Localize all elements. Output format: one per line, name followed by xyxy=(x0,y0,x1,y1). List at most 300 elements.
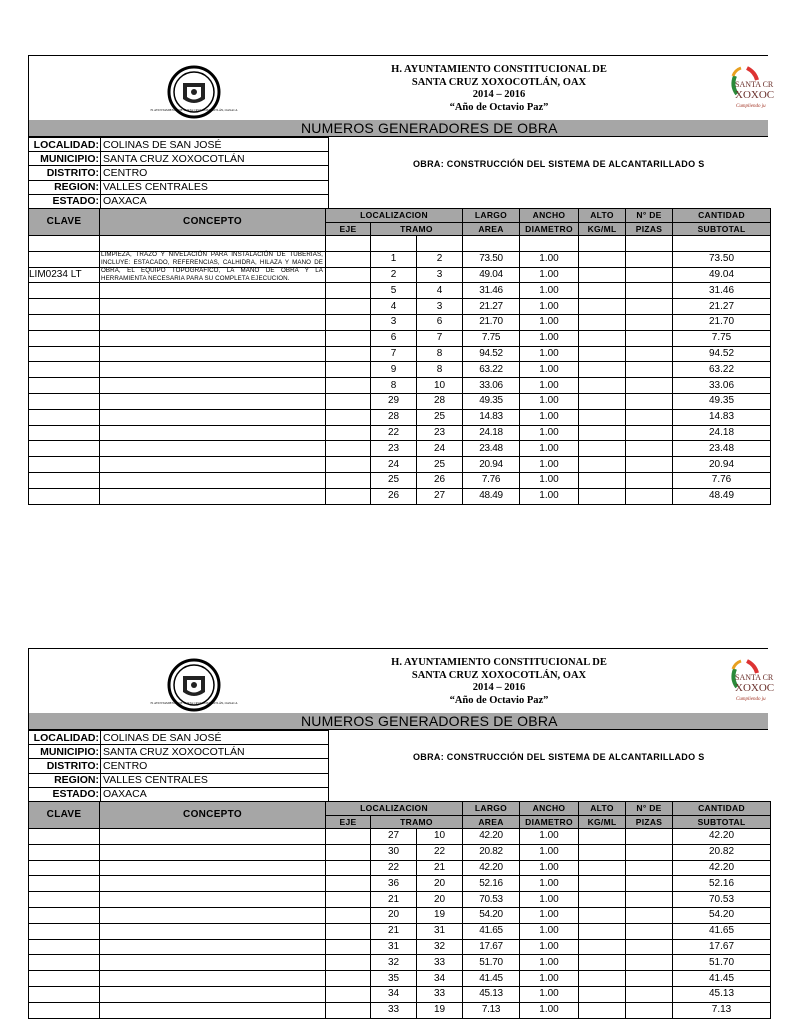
letterhead-line-1: H. AYUNTAMIENTO CONSTITUCIONAL DE xyxy=(391,64,607,75)
pizas-cell xyxy=(626,299,673,315)
tramo-from-cell: 36 xyxy=(371,876,417,892)
eje-cell xyxy=(326,283,371,299)
area-cell: 20.94 xyxy=(463,457,520,473)
tramo-to-cell: 6 xyxy=(417,314,463,330)
col-tramo: TRAMO xyxy=(371,815,463,829)
table-row xyxy=(29,1002,771,1018)
concepto-cell xyxy=(100,409,326,425)
tramo-from-cell: 6 xyxy=(371,330,417,346)
pizas-cell xyxy=(626,860,673,876)
diametro-cell: 1.00 xyxy=(520,1002,579,1018)
letterhead-line-2: SANTA CRUZ XOXOCOTLÁN, OAX xyxy=(411,669,587,681)
area-cell: 42.20 xyxy=(463,860,520,876)
letterhead-line-4: “Año de Octavio Paz” xyxy=(449,101,549,113)
table-row xyxy=(29,488,771,504)
clave-cell xyxy=(29,829,100,845)
letterhead-line-4: “Año de Octavio Paz” xyxy=(449,694,549,706)
subtotal-cell: 70.53 xyxy=(673,892,771,908)
diametro-cell: 1.00 xyxy=(520,472,579,488)
eje-cell xyxy=(326,844,371,860)
col-pizas: PIZAS xyxy=(626,222,673,236)
pizas-cell xyxy=(626,393,673,409)
area-cell: 52.16 xyxy=(463,876,520,892)
eje-cell xyxy=(326,923,371,939)
col-alto: ALTO xyxy=(579,209,626,223)
table-row xyxy=(29,971,771,987)
info-value: OAXACA xyxy=(101,787,329,801)
col-diametro: DIAMETRO xyxy=(520,815,579,829)
concepto-cell xyxy=(100,986,326,1002)
subtotal-cell: 54.20 xyxy=(673,907,771,923)
clave-cell xyxy=(29,283,100,299)
diametro-cell: 1.00 xyxy=(520,844,579,860)
letterhead-line-2: SANTA CRUZ XOXOCOTLÁN, OAX xyxy=(411,76,587,88)
diametro-cell: 1.00 xyxy=(520,441,579,457)
letterhead-text xyxy=(369,64,629,114)
eje-cell xyxy=(326,907,371,923)
kgml-cell xyxy=(579,425,626,441)
subtotal-cell: 14.83 xyxy=(673,409,771,425)
kgml-cell xyxy=(579,362,626,378)
col-no-de: N° DE xyxy=(626,802,673,816)
col-ancho: ANCHO xyxy=(520,209,579,223)
table-row xyxy=(29,892,771,908)
diametro-cell: 1.00 xyxy=(520,971,579,987)
table-row xyxy=(29,267,771,283)
area-cell: 17.67 xyxy=(463,939,520,955)
tramo-to-cell: 20 xyxy=(417,892,463,908)
area-cell: 7.76 xyxy=(463,472,520,488)
table-row xyxy=(29,939,771,955)
eje-cell xyxy=(326,472,371,488)
table-row xyxy=(29,876,771,892)
tramo-from-cell: 29 xyxy=(371,393,417,409)
pizas-cell xyxy=(626,986,673,1002)
tramo-from-cell: 9 xyxy=(371,362,417,378)
table-row xyxy=(29,441,771,457)
tramo-to-cell: 23 xyxy=(417,425,463,441)
tramo-from-cell: 23 xyxy=(371,441,417,457)
clave-cell xyxy=(29,488,100,504)
concepto-description: LIMPIEZA, TRAZO Y NIVELACIÓN PARA INSTALACIÓN DE TUBERIAS, INCLUYE: ESTACADO, REFERENCIAS, CALHIDRA, HILAZA Y MANO DE OBRA, EL EQUIPO TOPOGRAFICO, LA MANO DE OBRA Y LA HERRAMIENTA NECESARIA PARA SU COMPLETA EJECUCION. xyxy=(101,250,323,282)
clave-cell xyxy=(29,441,100,457)
table-row xyxy=(29,425,771,441)
kgml-cell xyxy=(579,923,626,939)
pizas-cell xyxy=(626,472,673,488)
col-cantidad: CANTIDAD xyxy=(673,802,771,816)
pizas-cell xyxy=(626,907,673,923)
pizas-cell xyxy=(626,829,673,845)
col-kgml: KG/ML xyxy=(579,222,626,236)
eje-cell xyxy=(326,346,371,362)
table-row xyxy=(29,472,771,488)
clave-cell xyxy=(29,457,100,473)
diametro-cell: 1.00 xyxy=(520,346,579,362)
area-cell: 31.46 xyxy=(463,283,520,299)
location-info xyxy=(28,730,768,801)
clave-cell xyxy=(29,923,100,939)
kgml-cell xyxy=(579,409,626,425)
concepto-cell xyxy=(100,299,326,315)
kgml-cell xyxy=(579,330,626,346)
area-cell: 21.27 xyxy=(463,299,520,315)
info-label: MUNICIPIO: xyxy=(29,745,101,759)
logo-tagline: Cumpliendo ju xyxy=(736,104,766,109)
pizas-cell xyxy=(626,939,673,955)
table-row xyxy=(29,923,771,939)
tramo-to-cell: 34 xyxy=(417,971,463,987)
info-label: REGION: xyxy=(29,773,101,787)
subtotal-cell: 51.70 xyxy=(673,955,771,971)
tramo-to-cell: 4 xyxy=(417,283,463,299)
concepto-cell xyxy=(100,955,326,971)
subtotal-cell: 52.16 xyxy=(673,876,771,892)
letterhead xyxy=(28,55,775,120)
tramo-from-cell: 32 xyxy=(371,955,417,971)
clave-cell xyxy=(29,330,100,346)
tramo-from-cell: 24 xyxy=(371,457,417,473)
concepto-cell xyxy=(100,876,326,892)
info-label: ESTADO: xyxy=(29,787,101,801)
kgml-cell xyxy=(579,441,626,457)
sheet-title: NUMEROS GENERADORES DE OBRA xyxy=(28,713,768,730)
info-value: VALLES CENTRALES xyxy=(101,773,329,787)
tramo-to-cell: 25 xyxy=(417,457,463,473)
area-cell: 94.52 xyxy=(463,346,520,362)
clave-cell xyxy=(29,314,100,330)
diametro-cell: 1.00 xyxy=(520,314,579,330)
pizas-cell xyxy=(626,955,673,971)
kgml-cell xyxy=(579,457,626,473)
diametro-cell: 1.00 xyxy=(520,267,579,283)
col-pizas: PIZAS xyxy=(626,815,673,829)
area-cell: 14.83 xyxy=(463,409,520,425)
pizas-cell xyxy=(626,844,673,860)
eje-cell xyxy=(326,393,371,409)
tramo-to-cell: 28 xyxy=(417,393,463,409)
area-cell: 7.75 xyxy=(463,330,520,346)
diametro-cell: 1.00 xyxy=(520,393,579,409)
tramo-from-cell: 27 xyxy=(371,829,417,845)
subtotal-cell: 45.13 xyxy=(673,986,771,1002)
eje-cell xyxy=(326,1002,371,1018)
tramo-from-cell: 34 xyxy=(371,986,417,1002)
diametro-cell: 1.00 xyxy=(520,283,579,299)
tramo-to-cell: 25 xyxy=(417,409,463,425)
sheet-page-1 xyxy=(28,55,775,505)
clave-cell xyxy=(29,472,100,488)
concepto-cell xyxy=(100,923,326,939)
col-ancho: ANCHO xyxy=(520,802,579,816)
concepto-cell xyxy=(100,971,326,987)
table-row xyxy=(29,457,771,473)
pizas-cell xyxy=(626,892,673,908)
kgml-cell xyxy=(579,939,626,955)
tramo-from-cell: 30 xyxy=(371,844,417,860)
col-eje: EJE xyxy=(326,815,371,829)
diametro-cell: 1.00 xyxy=(520,362,579,378)
concepto-cell xyxy=(100,1002,326,1018)
municipality-logo xyxy=(725,657,795,709)
eje-cell xyxy=(326,330,371,346)
kgml-cell xyxy=(579,986,626,1002)
concepto-cell xyxy=(100,860,326,876)
eje-cell xyxy=(326,409,371,425)
eje-cell xyxy=(326,986,371,1002)
subtotal-cell: 42.20 xyxy=(673,829,771,845)
concepto-cell xyxy=(100,939,326,955)
info-label: MUNICIPIO: xyxy=(29,152,101,166)
kgml-cell xyxy=(579,472,626,488)
area-cell: 24.18 xyxy=(463,425,520,441)
col-no-de: N° DE xyxy=(626,209,673,223)
eje-cell xyxy=(326,362,371,378)
eje-cell xyxy=(326,488,371,504)
sheet-title: NUMEROS GENERADORES DE OBRA xyxy=(28,120,768,137)
tramo-to-cell: 10 xyxy=(417,829,463,845)
subtotal-cell: 49.04 xyxy=(673,267,771,283)
tramo-to-cell: 8 xyxy=(417,362,463,378)
kgml-cell xyxy=(579,971,626,987)
col-alto: ALTO xyxy=(579,802,626,816)
letterhead-text xyxy=(369,657,629,707)
pizas-cell xyxy=(626,488,673,504)
tramo-to-cell: 21 xyxy=(417,860,463,876)
tramo-from-cell: 21 xyxy=(371,892,417,908)
table-row xyxy=(29,283,771,299)
subtotal-cell: 20.82 xyxy=(673,844,771,860)
info-value: COLINAS DE SAN JOSÉ xyxy=(101,138,329,152)
sheet-page-2 xyxy=(28,648,775,1019)
diametro-cell: 1.00 xyxy=(520,892,579,908)
pizas-cell xyxy=(626,971,673,987)
pizas-cell xyxy=(626,346,673,362)
pizas-cell xyxy=(626,457,673,473)
concepto-cell xyxy=(100,472,326,488)
tramo-to-cell: 33 xyxy=(417,986,463,1002)
tramo-to-cell: 8 xyxy=(417,346,463,362)
pizas-cell xyxy=(626,409,673,425)
concepto-cell xyxy=(100,283,326,299)
area-cell: 20.82 xyxy=(463,844,520,860)
col-kgml: KG/ML xyxy=(579,815,626,829)
tramo-from-cell: 8 xyxy=(371,378,417,394)
tramo-to-cell: 20 xyxy=(417,876,463,892)
subtotal-cell: 21.27 xyxy=(673,299,771,315)
col-localizacion: LOCALIZACION xyxy=(326,209,463,223)
info-label: DISTRITO: xyxy=(29,166,101,180)
pizas-cell xyxy=(626,923,673,939)
table-row xyxy=(29,330,771,346)
pizas-cell xyxy=(626,1002,673,1018)
clave-cell xyxy=(29,986,100,1002)
table-row xyxy=(29,362,771,378)
info-value: VALLES CENTRALES xyxy=(101,180,329,194)
kgml-cell xyxy=(579,860,626,876)
diametro-cell: 1.00 xyxy=(520,876,579,892)
table-row xyxy=(29,860,771,876)
col-eje: EJE xyxy=(326,222,371,236)
diametro-cell: 1.00 xyxy=(520,378,579,394)
tramo-to-cell: 26 xyxy=(417,472,463,488)
seal-caption: H. AYUNTAMIENTO DE SANTA CRUZ XOXOCOTLÁN, OAXACA xyxy=(150,108,238,112)
col-diametro: DIAMETRO xyxy=(520,222,579,236)
kgml-cell xyxy=(579,378,626,394)
location-info xyxy=(28,137,768,208)
clave-cell xyxy=(29,1002,100,1018)
tramo-from-cell: 3 xyxy=(371,314,417,330)
tramo-from-cell: 2 xyxy=(371,267,417,283)
pizas-cell xyxy=(626,251,673,267)
kgml-cell xyxy=(579,299,626,315)
municipality-logo xyxy=(725,64,795,116)
tramo-from-cell: 35 xyxy=(371,971,417,987)
kgml-cell xyxy=(579,876,626,892)
col-localizacion: LOCALIZACION xyxy=(326,802,463,816)
eje-cell xyxy=(326,314,371,330)
area-cell: 42.20 xyxy=(463,829,520,845)
clave-cell xyxy=(29,955,100,971)
clave-cell xyxy=(29,844,100,860)
subtotal-cell: 33.06 xyxy=(673,378,771,394)
diametro-cell: 1.00 xyxy=(520,923,579,939)
subtotal-cell: 7.13 xyxy=(673,1002,771,1018)
kgml-cell xyxy=(579,829,626,845)
tramo-from-cell: 28 xyxy=(371,409,417,425)
clave-cell xyxy=(29,409,100,425)
logo-text-main: XOXOC xyxy=(735,682,775,694)
col-clave: CLAVE xyxy=(29,209,100,236)
kgml-cell xyxy=(579,267,626,283)
eje-cell xyxy=(326,829,371,845)
obra-description: OBRA: CONSTRUCCIÓN DEL SISTEMA DE ALCANTARILLADO S xyxy=(413,159,705,169)
obra-description: OBRA: CONSTRUCCIÓN DEL SISTEMA DE ALCANTARILLADO S xyxy=(413,752,705,762)
tramo-to-cell: 3 xyxy=(417,299,463,315)
tramo-from-cell: 21 xyxy=(371,923,417,939)
clave-cell xyxy=(29,378,100,394)
tramo-to-cell: 33 xyxy=(417,955,463,971)
diametro-cell: 1.00 xyxy=(520,299,579,315)
diametro-cell: 1.00 xyxy=(520,907,579,923)
table-row xyxy=(29,251,771,267)
diametro-cell: 1.00 xyxy=(520,251,579,267)
area-cell: 45.13 xyxy=(463,986,520,1002)
subtotal-cell: 41.45 xyxy=(673,971,771,987)
letterhead-line-1: H. AYUNTAMIENTO CONSTITUCIONAL DE xyxy=(391,657,607,668)
col-subtotal: SUBTOTAL xyxy=(673,222,771,236)
kgml-cell xyxy=(579,393,626,409)
table-row xyxy=(29,829,771,845)
eje-cell xyxy=(326,457,371,473)
pizas-cell xyxy=(626,876,673,892)
pizas-cell xyxy=(626,425,673,441)
subtotal-cell: 42.20 xyxy=(673,860,771,876)
kgml-cell xyxy=(579,283,626,299)
clave-cell xyxy=(29,362,100,378)
tramo-to-cell: 19 xyxy=(417,907,463,923)
area-cell: 63.22 xyxy=(463,362,520,378)
tramo-from-cell: 4 xyxy=(371,299,417,315)
area-cell: 21.70 xyxy=(463,314,520,330)
subtotal-cell: 23.48 xyxy=(673,441,771,457)
concepto-cell xyxy=(100,267,326,283)
info-label: REGION: xyxy=(29,180,101,194)
kgml-cell xyxy=(579,314,626,330)
col-clave: CLAVE xyxy=(29,802,100,829)
clave-cell xyxy=(29,251,100,267)
diametro-cell: 1.00 xyxy=(520,986,579,1002)
pizas-cell xyxy=(626,330,673,346)
clave-cell xyxy=(29,425,100,441)
col-cantidad: CANTIDAD xyxy=(673,209,771,223)
subtotal-cell: 73.50 xyxy=(673,251,771,267)
tramo-to-cell: 10 xyxy=(417,378,463,394)
area-cell: 49.04 xyxy=(463,267,520,283)
quantities-table xyxy=(28,208,771,505)
tramo-from-cell: 20 xyxy=(371,907,417,923)
tramo-from-cell: 22 xyxy=(371,860,417,876)
col-concepto: CONCEPTO xyxy=(100,209,326,236)
subtotal-cell: 41.65 xyxy=(673,923,771,939)
table-row-blank xyxy=(29,236,771,252)
concepto-cell xyxy=(100,441,326,457)
diametro-cell: 1.00 xyxy=(520,457,579,473)
pizas-cell xyxy=(626,283,673,299)
area-cell: 49.35 xyxy=(463,393,520,409)
subtotal-cell: 17.67 xyxy=(673,939,771,955)
tramo-from-cell: 25 xyxy=(371,472,417,488)
tramo-from-cell: 33 xyxy=(371,1002,417,1018)
kgml-cell xyxy=(579,346,626,362)
eje-cell xyxy=(326,892,371,908)
tramo-to-cell: 2 xyxy=(417,251,463,267)
eje-cell xyxy=(326,251,371,267)
eje-cell xyxy=(326,425,371,441)
subtotal-cell: 20.94 xyxy=(673,457,771,473)
diametro-cell: 1.00 xyxy=(520,939,579,955)
subtotal-cell: 24.18 xyxy=(673,425,771,441)
info-label: ESTADO: xyxy=(29,194,101,208)
letterhead-line-3: 2014 – 2016 xyxy=(472,682,526,693)
kgml-cell xyxy=(579,1002,626,1018)
concepto-cell xyxy=(100,250,326,282)
col-largo: LARGO xyxy=(463,209,520,223)
info-label: DISTRITO: xyxy=(29,759,101,773)
area-cell: 54.20 xyxy=(463,907,520,923)
table-row xyxy=(29,986,771,1002)
subtotal-cell: 63.22 xyxy=(673,362,771,378)
letterhead-line-3: 2014 – 2016 xyxy=(472,89,526,100)
info-value: SANTA CRUZ XOXOCOTLÁN xyxy=(101,152,329,166)
subtotal-cell: 7.75 xyxy=(673,330,771,346)
tramo-from-cell: 22 xyxy=(371,425,417,441)
eje-cell xyxy=(326,441,371,457)
tramo-to-cell: 22 xyxy=(417,844,463,860)
pizas-cell xyxy=(626,378,673,394)
table-row xyxy=(29,907,771,923)
area-cell: 7.13 xyxy=(463,1002,520,1018)
logo-text-main: XOXOC xyxy=(735,89,775,101)
kgml-cell xyxy=(579,488,626,504)
col-subtotal: SUBTOTAL xyxy=(673,815,771,829)
pizas-cell xyxy=(626,314,673,330)
diametro-cell: 1.00 xyxy=(520,409,579,425)
eje-cell xyxy=(326,939,371,955)
eje-cell xyxy=(326,860,371,876)
info-value: SANTA CRUZ XOXOCOTLÁN xyxy=(101,745,329,759)
concepto-cell xyxy=(100,362,326,378)
concepto-cell xyxy=(100,829,326,845)
